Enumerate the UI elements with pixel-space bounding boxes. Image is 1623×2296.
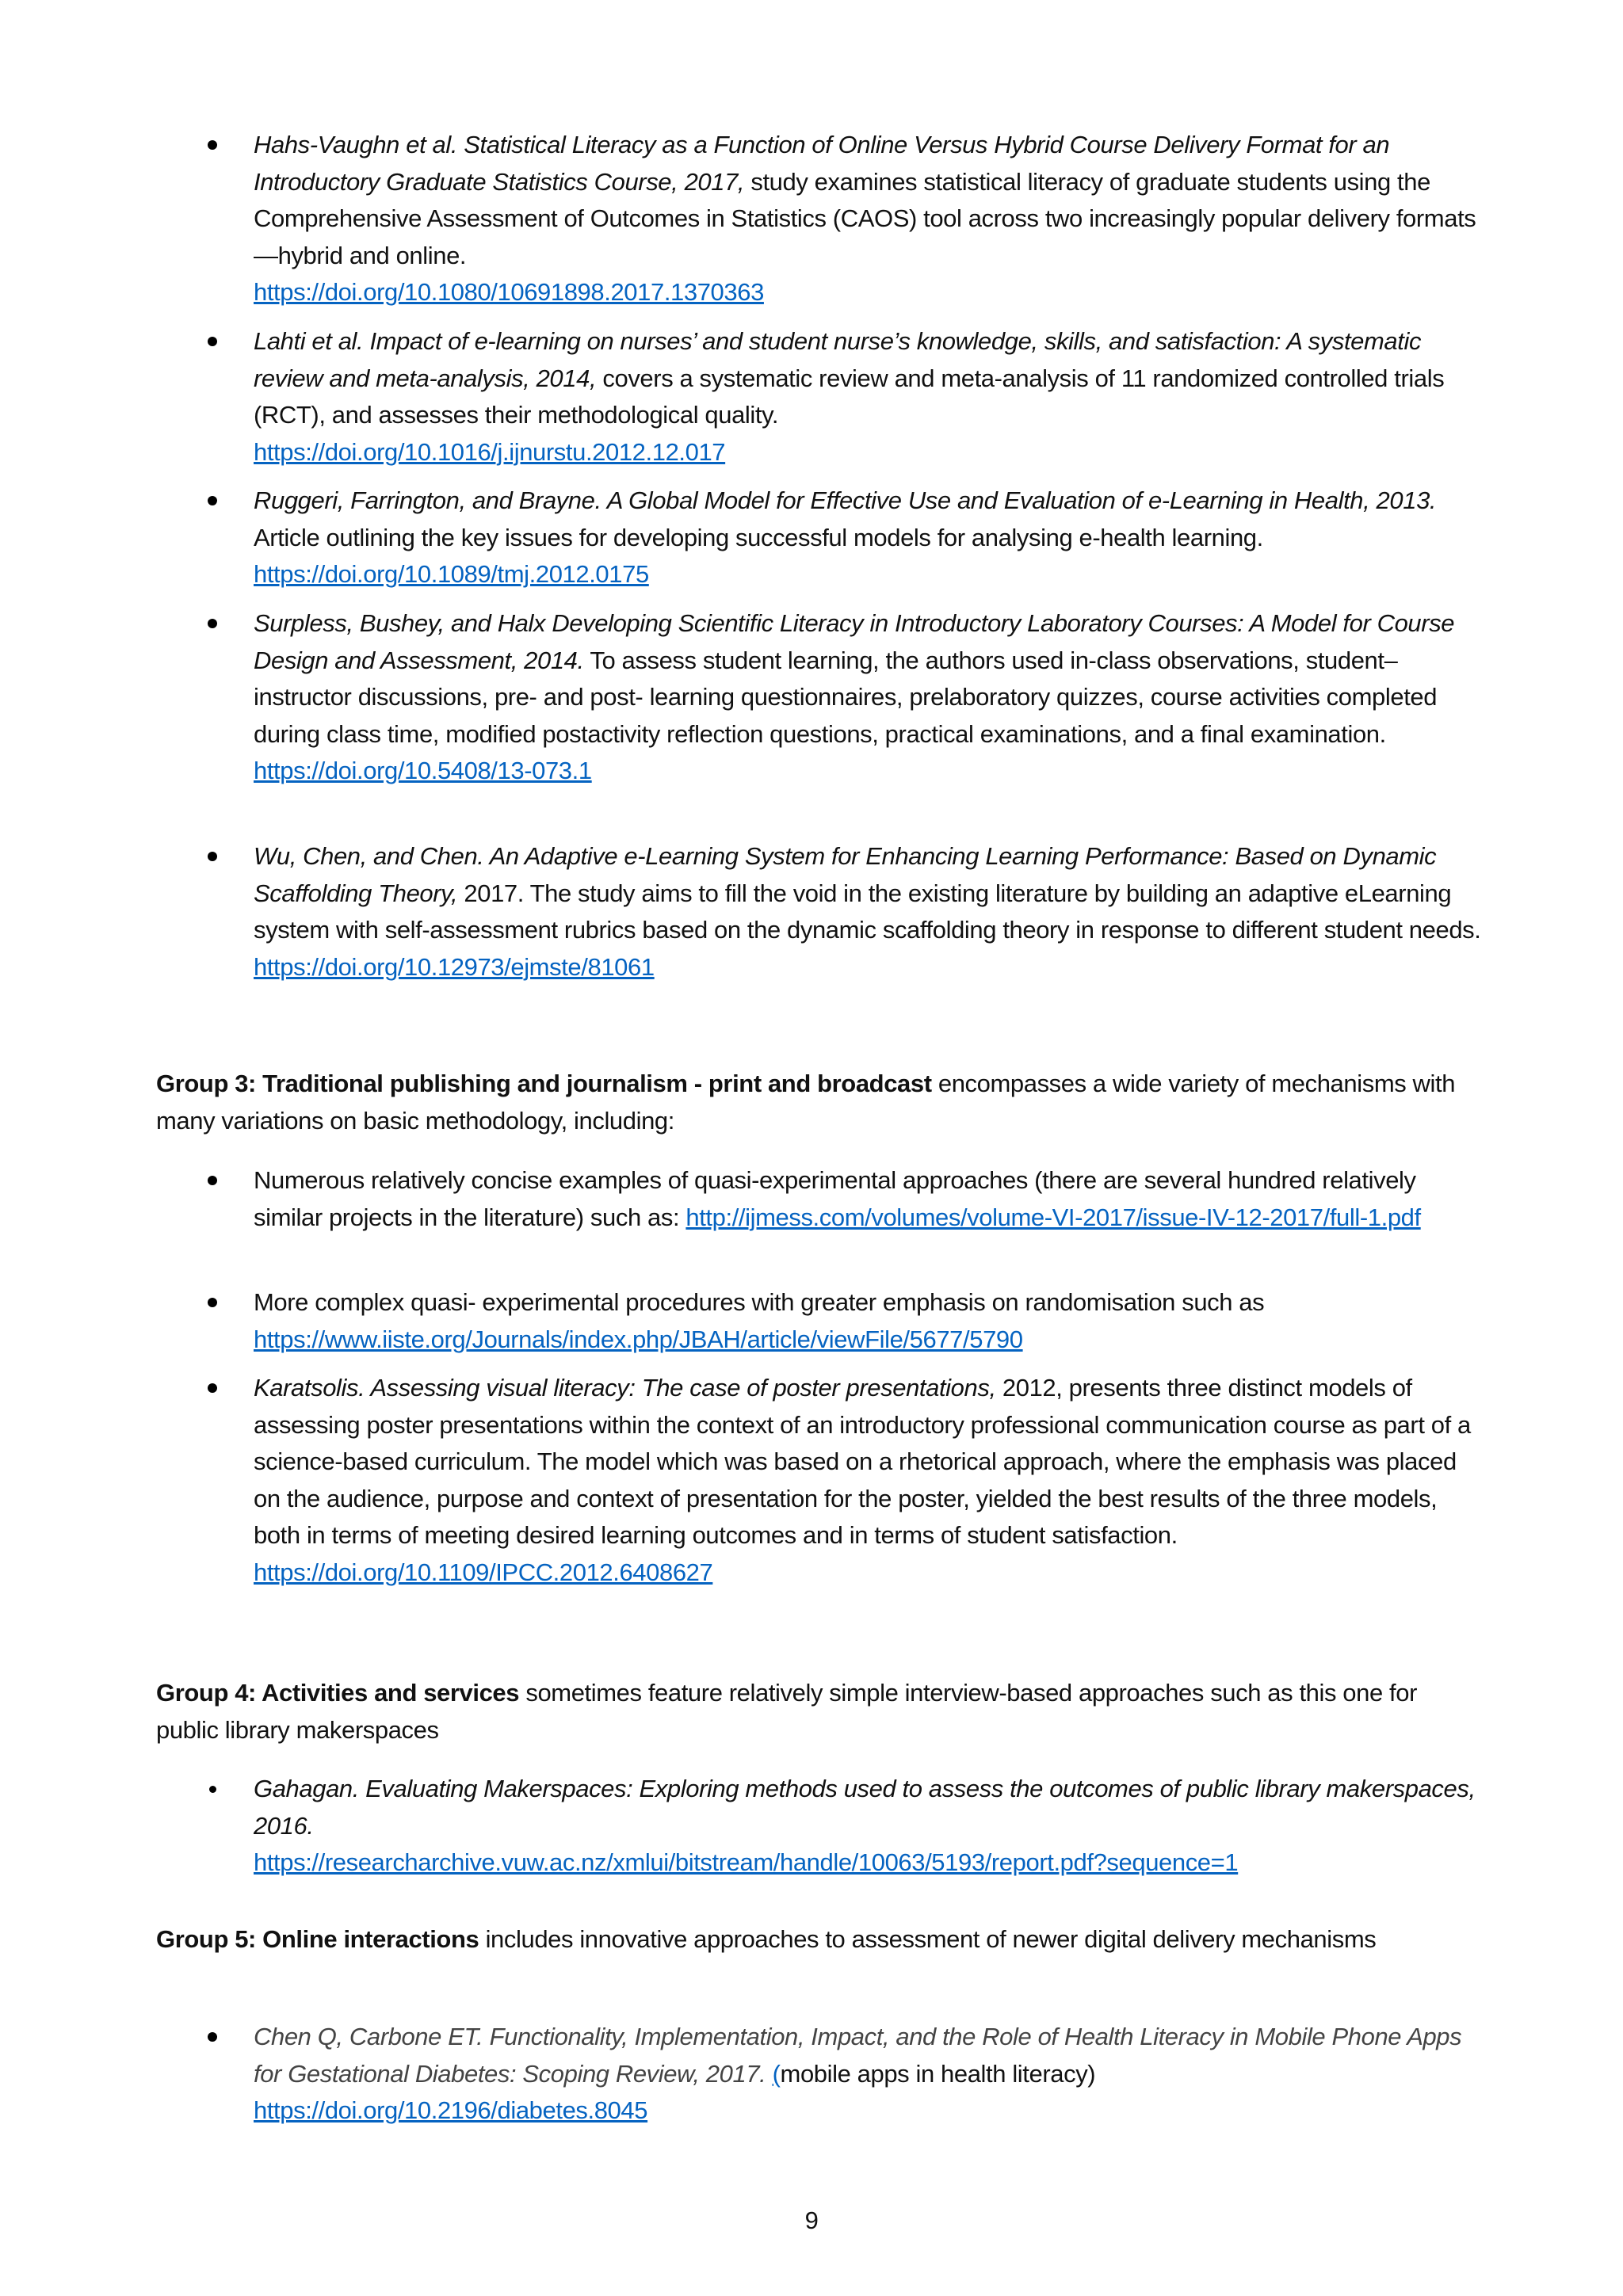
description: To assess student learning, the authors used in-class observations, student–instructor discussions, pre- and post- learning questionnaires, prelaboratory quizzes, course activities completed during class time, modified postactivity reflection questions, practical examinations, and a final examination. xyxy=(254,646,1438,748)
list-item xyxy=(254,482,1482,593)
citation-title: Lahti et al. Impact of e-learning on nurses’ and student nurse’s knowledge, skills, and satisfaction: A systematic review and meta-analysis, 2014, xyxy=(254,327,1422,392)
citation-title: Wu, Chen, and Chen. An Adaptive e-Learning System for Enhancing Learning Performance: Based on Dynamic Scaffolding Theory, xyxy=(254,842,1437,907)
list-item xyxy=(254,323,1482,471)
group-5-paragraph xyxy=(156,1921,1480,1958)
citation-title: Hahs-Vaughn et al. Statistical Literacy as a Function of Online Versus Hybrid Course Delivery Format for an Introductory Graduate Statistics Course, 2017, xyxy=(254,131,1390,196)
group-description: includes innovative approaches to assessment of newer digital delivery mechanisms xyxy=(479,1925,1377,1953)
group-heading: Group 5: Online interactions xyxy=(156,1925,479,1953)
list-item xyxy=(254,1284,1482,1358)
citation-title: Ruggeri, Farrington, and Brayne. A Global Model for Effective Use and Evaluation of e-Learning in Health, 2013. xyxy=(254,486,1437,514)
link[interactable]: http://ijmess.com/volumes/volume-VI-2017/issue-IV-12-2017/full-1.pdf xyxy=(685,1203,1421,1231)
list-item xyxy=(254,1162,1482,1236)
doi-link[interactable]: https://doi.org/10.1080/10691898.2017.1370363 xyxy=(254,278,764,306)
list-item xyxy=(254,838,1482,986)
group-3-paragraph xyxy=(156,1066,1480,1139)
citation-title: Karatsolis. Assessing visual literacy: The case of poster presentations, xyxy=(254,1374,996,1402)
doi-link[interactable]: https://doi.org/10.1109/IPCC.2012.6408627 xyxy=(254,1558,713,1586)
citation-title: Chen Q, Carbone ET. Functionality, Implementation, Impact, and the Role of Health Literacy in Mobile Phone Apps for Gestational Diabetes: Scoping Review, 2017. xyxy=(254,2023,1462,2088)
list-item xyxy=(254,1370,1482,1591)
description: More complex quasi- experimental procedures with greater emphasis on randomisation such as xyxy=(254,1288,1265,1316)
description: Article outlining the key issues for developing successful models for analysing e-health learning. xyxy=(254,523,1263,551)
page-number: 9 xyxy=(804,2206,819,2234)
list-item xyxy=(254,127,1482,311)
description: covers a systematic review and meta-analysis of 11 randomized controlled trials (RCT), and assesses their methodological quality. xyxy=(254,364,1445,429)
description: mobile apps in health literacy) xyxy=(780,2059,1096,2088)
list-item xyxy=(254,1771,1482,1882)
description: 2012, presents three distinct models of assessing poster presentations within the context of an introductory professional communication course as part of a science-based curriculum. The model which was based on a rhetorical approach, where the emphasis was placed on the audience, purpose and context of presentation for the poster, yielded the best results of the three models, both in terms of meeting desired learning outcomes and in terms of student satisfaction. xyxy=(254,1374,1471,1549)
doi-link[interactable]: https://doi.org/10.2196/diabetes.8045 xyxy=(254,2096,648,2124)
doi-link[interactable]: https://doi.org/10.1089/tmj.2012.0175 xyxy=(254,560,649,588)
list-item xyxy=(254,605,1482,790)
group-4-paragraph xyxy=(156,1675,1480,1749)
group-description: sometimes feature relatively simple interview-based approaches such as this one for public library makerspaces xyxy=(156,1679,1418,1744)
doi-link[interactable]: https://doi.org/10.12973/ejmste/81061 xyxy=(254,952,655,981)
description: Numerous relatively concise examples of quasi-experimental approaches (there are several hundred relatively similar projects in the literature) such as: xyxy=(254,1166,1416,1231)
group-heading: Group 4: Activities and services xyxy=(156,1679,520,1707)
paren-link[interactable]: ( xyxy=(772,2059,781,2088)
group-description: encompasses a wide variety of mechanisms with many variations on basic methodology, including: xyxy=(156,1070,1456,1135)
list-item xyxy=(254,2019,1482,2130)
doi-link[interactable]: https://doi.org/10.1016/j.ijnurstu.2012.12.017 xyxy=(254,437,726,466)
citation-title: Surpless, Bushey, and Halx Developing Scientific Literacy in Introductory Laboratory Courses: A Model for Course Design and Assessment, 2014. xyxy=(254,609,1455,674)
description: study examines statistical literacy of graduate students using the Comprehensive Assessment of Outcomes in Statistics (CAOS) tool across two increasingly popular delivery formats—hybrid and online. xyxy=(254,167,1476,269)
doi-link[interactable]: https://doi.org/10.5408/13-073.1 xyxy=(254,757,592,784)
link[interactable]: https://www.iiste.org/Journals/index.php/JBAH/article/viewFile/5677/5790 xyxy=(254,1325,1023,1353)
citation-title: Gahagan. Evaluating Makerspaces: Exploring methods used to assess the outcomes of public library makerspaces, 2016. xyxy=(254,1775,1476,1840)
description: 2017. The study aims to fill the void in the existing literature by building an adaptive eLearning system with self-assessment rubrics based on the dynamic scaffolding theory in response to different student needs. xyxy=(254,879,1481,944)
link[interactable]: https://researcharchive.vuw.ac.nz/xmlui/bitstream/handle/10063/5193/report.pdf?sequence=1 xyxy=(254,1848,1239,1876)
group-heading: Group 3: Traditional publishing and journalism - print and broadcast xyxy=(156,1070,932,1097)
